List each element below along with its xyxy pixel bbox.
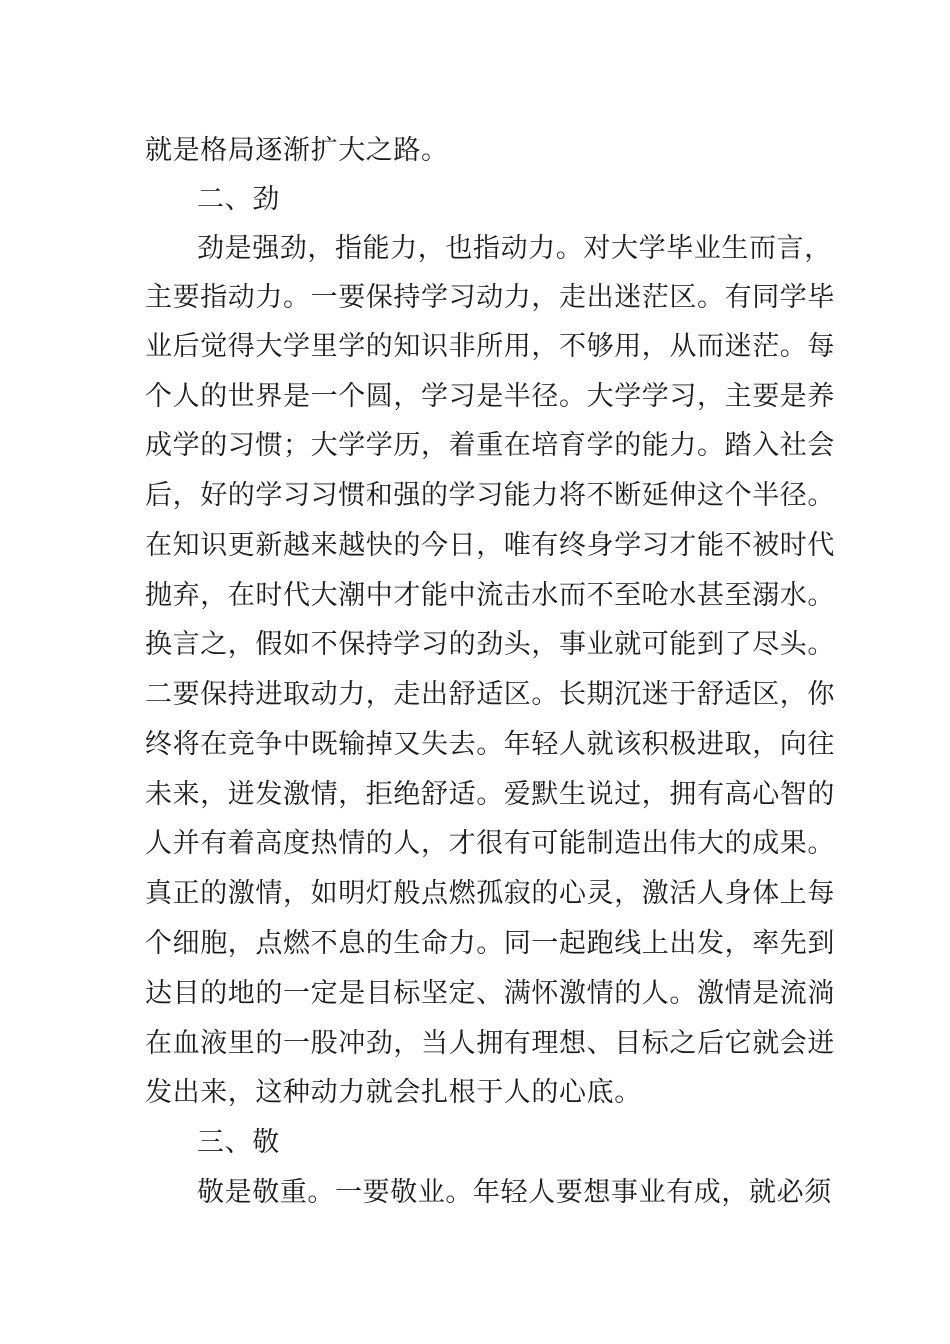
section-heading-jin: 二、劲 [197, 184, 280, 215]
paragraph-line: 达目的地的一定是目标坚定、满怀激情的人。激情是流淌 [145, 978, 835, 1009]
paragraph-line: 在血液里的一股冲劲，当人拥有理想、目标之后它就会迸 [145, 1028, 835, 1059]
paragraph-line: 后，好的学习习惯和强的学习能力将不断延伸这个半径。 [145, 480, 835, 511]
paragraph-line: 二要保持进取动力，走出舒适区。长期沉迷于舒适区，你 [145, 679, 835, 710]
paragraph-line: 抛弃，在时代大潮中才能中流击水而不至呛水甚至溺水。 [145, 580, 835, 611]
paragraph-line: 就是格局逐渐扩大之路。 [145, 135, 449, 166]
section-heading-jing: 三、敬 [197, 1127, 280, 1158]
paragraph-line: 个人的世界是一个圆，学习是半径。大学学习，主要是养 [145, 381, 835, 412]
paragraph-line: 劲是强劲，指能力，也指动力。对大学毕业生而言， [197, 233, 832, 264]
paragraph-line: 在知识更新越来越快的今日，唯有终身学习才能不被时代 [145, 530, 835, 561]
paragraph-line: 换言之，假如不保持学习的劲头，事业就可能到了尽头。 [145, 629, 835, 660]
paragraph-line: 个细胞，点燃不息的生命力。同一起跑线上出发，率先到 [145, 928, 835, 959]
paragraph-line: 发出来，这种动力就会扎根于人的心底。 [145, 1077, 642, 1108]
paragraph-line: 主要指动力。一要保持学习动力，走出迷茫区。有同学毕 [145, 282, 835, 313]
paragraph-line: 真正的激情，如明灯般点燃孤寂的心灵，激活人身体上每 [145, 878, 835, 909]
paragraph-line: 未来，迸发激情，拒绝舒适。爱默生说过，拥有高心智的 [145, 779, 835, 810]
paragraph-line: 终将在竞争中既输掉又失去。年轻人就该积极进取，向往 [145, 729, 835, 760]
paragraph-line: 人并有着高度热情的人，才很有可能制造出伟大的成果。 [145, 828, 835, 859]
paragraph-line: 成学的习惯；大学学历，着重在培育学的能力。踏入社会 [145, 430, 835, 461]
paragraph-line: 业后觉得大学里学的知识非所用，不够用，从而迷茫。每 [145, 331, 835, 362]
paragraph-line: 敬是敬重。一要敬业。年轻人要想事业有成，就必须 [197, 1177, 832, 1208]
